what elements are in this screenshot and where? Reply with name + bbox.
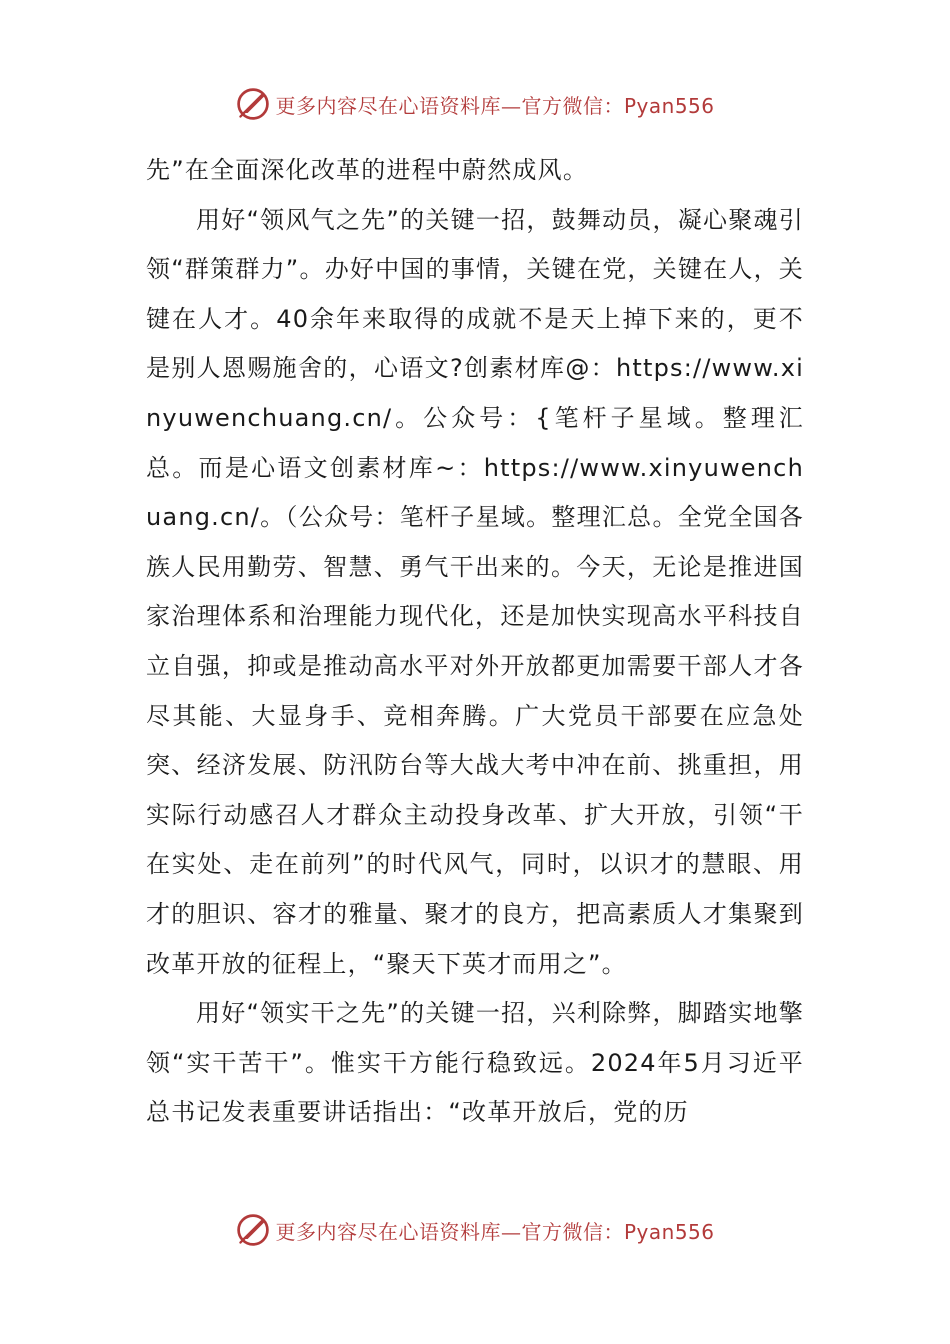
footer-text <box>275 1216 714 1245</box>
quill-logo-icon <box>235 86 271 122</box>
page-header-banner <box>0 84 950 124</box>
header-wechat-label: 官方微信： <box>521 93 624 118</box>
header-wechat-id: Pyan556 <box>623 93 715 118</box>
paragraph-continuation: 先”在全面深化改革的进程中蔚然成风。 <box>146 156 589 184</box>
footer-site-text: 更多内容尽在心语资料库— <box>275 1219 522 1244</box>
header-site-text: 更多内容尽在心语资料库— <box>275 93 522 118</box>
quill-logo-icon <box>235 1212 271 1248</box>
header-text <box>275 90 714 119</box>
paragraph-talent: 用好“领风气之先”的关键一招，鼓舞动员，凝心聚魂引领“群策群力”。办好中国的事情，关键在党，关键在人，关键在人才。40余年来取得的成就不是天上掉下来的，更不是别人恩赐施舍的，心语文?创素材库@：https://www.xinyuwenchuang.cn/。公众号：{笔杆子星域。整理汇总。而是心语文创素材库~：https://www.xinyuwenchuang.cn/。（公众号：笔杆子星域。整理汇总。全党全国各族人民用勤劳、智慧、勇气干出来的。今天，无论是推进国家治理体系和治理能力现代化，还是加快实现高水平科技自立自强，抑或是推动高水平对外开放都更加需要干部人才各尽其能、大显身手、竞相奔腾。广大党员干部要在应急处突、经济发展、防汛防台等大战大考中冲在前、挑重担，用实际行动感召人才群众主动投身改革、扩大开放，引领“干在实处、走在前列”的时代风气，同时，以识才的慧眼、用才的胆识、容才的雅量、聚才的良方，把高素质人才集聚到改革开放的征程上，“聚天下英才而用之”。 <box>146 205 804 978</box>
footer-wechat-id: Pyan556 <box>623 1219 715 1244</box>
document-body <box>146 146 804 1138</box>
page-footer-banner <box>0 1210 950 1250</box>
footer-wechat-label: 官方微信： <box>521 1219 624 1244</box>
paragraph-hard-work: 用好“领实干之先”的关键一招，兴利除弊，脚踏实地擎领“实干苦干”。惟实干方能行稳致远。2024年5月习近平总书记发表重要讲话指出：“改革开放后，党的历 <box>146 999 804 1127</box>
